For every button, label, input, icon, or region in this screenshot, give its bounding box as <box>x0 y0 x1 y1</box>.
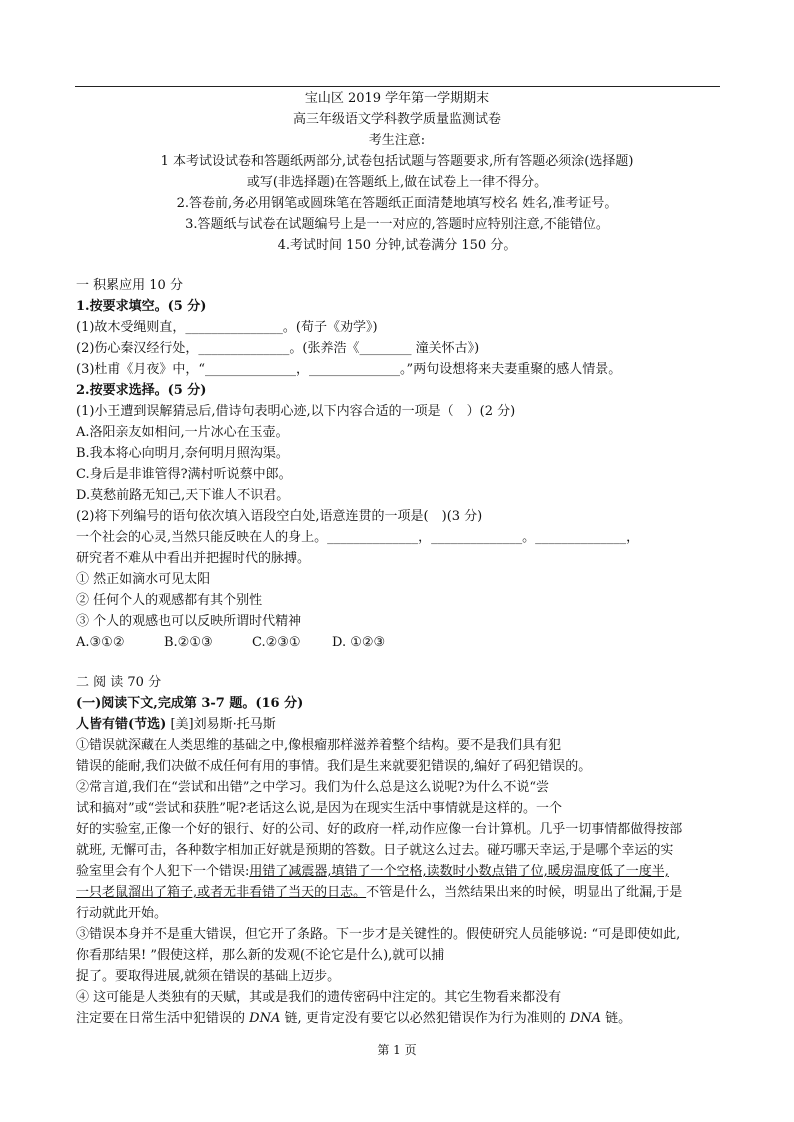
paragraph-4b-text-3: 链。 <box>601 1011 632 1026</box>
paragraph-3b: 你看那结果! ”假使这样，那么新的发观(不论它是什么),就可以捕 <box>76 948 445 963</box>
paragraph-4b <box>76 1011 631 1027</box>
notice-title: 考生注意: <box>368 133 426 148</box>
paragraph-1b: 错误的能耐,我们决做不成任何有用的事情。我们是生来就要犯错误的,编好了码犯错误的。 <box>76 759 592 774</box>
question-2-title: 2.按要求选择。(5 分) <box>76 383 207 398</box>
article-author: [美]刘易斯·托马斯 <box>166 717 276 732</box>
option-d: D.莫愁前路无知己,天下谁人不识君。 <box>76 488 290 503</box>
question-2-2-passage-a: 一个社会的心灵,当然只能反映在人的身上。______________，______________。______________， <box>76 530 640 545</box>
option-a: A.洛阳亲友如相问,一片冰心在玉壶。 <box>76 425 289 440</box>
option-b: B.我本将心向明月,奈何明月照沟渠。 <box>76 446 289 461</box>
question-1-1: (1)故木受绳则直，_______________。(荀子《劝学》) <box>76 320 378 335</box>
option-2-2-d: D. ①②③ <box>332 635 386 650</box>
article-title: 人皆有错(节选) <box>76 717 167 732</box>
paragraph-4b-text-2: 链, 更肯定没有要它以必然犯错误作为行为准则的 <box>280 1011 570 1026</box>
question-1-3: (3)杜甫《月夜》中，“______________，______________。”两句设想将来夫妻重聚的感人情景。 <box>76 362 622 377</box>
question-1-2: (2)伤心秦汉经行处，______________。(张养浩《________ 潼关怀古》) <box>76 341 480 356</box>
paragraph-2f-text: 不管是什么，当然结果出来的时候，明显出了纰漏,于是 <box>366 885 683 900</box>
paragraph-4a: ④ 这可能是人类独有的天赋，其或是我们的遗传密码中注定的。其它生物看来都没有 <box>76 990 562 1005</box>
paragraph-4b-dna-2: DNA <box>569 1011 602 1026</box>
paragraph-3c: 捉了。要取得进展,就须在错误的基础上迈步。 <box>76 969 341 984</box>
sentence-3: ③ 个人的观感也可以反映所谓时代精神 <box>76 614 302 629</box>
exam-title-line1: 宝山区 2019 学年第一学期期末 <box>304 91 490 106</box>
notice-item-1b: 或写(非选择题)在答题纸上,做在试卷上一律不得分。 <box>246 175 548 190</box>
option-2-2-c: C.②③① <box>252 635 301 650</box>
paragraph-4b-dna-1: DNA <box>249 1011 281 1026</box>
paragraph-2b: 试和搞对”或“尝试和获胜”呢?老话这么说,是因为在现实生活中事情就是这样的。一个 <box>76 801 563 816</box>
section2-heading: 二 阅 读 70 分 <box>76 675 162 690</box>
paragraph-1a: ①错误就深藏在人类思维的基础之中,像根瘤那样滋养着整个结构。要不是我们具有犯 <box>76 738 562 753</box>
notice-item-4: 4.考试时间 150 分钟,试卷满分 150 分。 <box>277 238 517 253</box>
paragraph-2c: 好的实验室,正像一个好的银行、好的公司、好的政府一样,动作应像一台计算机。几乎一切事情都做得按部 <box>76 822 683 837</box>
exam-title-line2: 高三年级语文学科教学质量监测试卷 <box>292 112 501 127</box>
reading-part1-title: (一)阅读下文,完成第 3-7 题。(16 分) <box>76 696 304 711</box>
paragraph-2g: 行动就此开始。 <box>76 906 168 921</box>
notice-item-3: 3.答题纸与试卷在试题编号上是一一对应的,答题时应特别注意,不能错位。 <box>185 217 609 232</box>
header-rule <box>75 86 720 87</box>
question-2-2-passage-b: 研究者不难从中看出并把握时代的脉搏。 <box>76 551 311 566</box>
sentence-1: ① 然正如滴水可见太阳 <box>76 572 211 587</box>
question-2-1: (1)小王遭到误解猜忌后,借诗句表明心迹,以下内容合适的一项是（ ）(2 分) <box>76 404 516 419</box>
question-2-2-options <box>76 635 385 651</box>
section1-heading: 一 积累应用 10 分 <box>76 278 183 293</box>
paragraph-2e-text: 验室里会有个人犯下一个错误: <box>76 864 250 879</box>
sentence-2: ② 任何个人的观感都有其个别性 <box>76 593 263 608</box>
question-1-title: 1.按要求填空。(5 分) <box>76 299 207 314</box>
paragraph-2a: ②常言道,我们在“尝试和出错”之中学习。我们为什么总是这么说呢?为什么不说“尝 <box>76 780 550 795</box>
paragraph-2e <box>76 864 669 880</box>
option-2-2-a: A.③①② <box>76 635 125 650</box>
paragraph-3a: ③错误本身并不是重大错误，但它开了条路。下一步才是关键性的。假使研究人员能够说: “可是即使如此, <box>76 927 681 942</box>
question-2-2: (2)将下列编号的语句依次填入语段空白处,语意连贯的一项是( )(3 分) <box>76 509 483 524</box>
paragraph-2e-underlined: 用错了减震器,填错了一个空格,读数时小数点错了位,暖房温度低了一度半, <box>249 864 669 879</box>
page-number: 第 1 页 <box>377 1043 417 1057</box>
option-c: C.身后是非谁管得?满村听说蔡中郎。 <box>76 467 292 482</box>
notice-item-1a: 1 本考试设试卷和答题纸两部分,试卷包括试题与答题要求,所有答题必须涂(选择题) <box>160 154 634 169</box>
paragraph-4b-text-1: 注定要在日常生活中犯错误的 <box>76 1011 250 1026</box>
article-heading <box>76 717 276 733</box>
option-2-2-b: B.②①③ <box>164 635 213 650</box>
notice-item-2: 2.答卷前,务必用钢笔或圆珠笔在答题纸正面清楚地填写校名 姓名,准考证号。 <box>176 196 618 211</box>
paragraph-2f <box>76 885 682 901</box>
paragraph-2f-underlined: 一只老鼠溜出了箱子,或者无非看错了当天的日志。 <box>76 885 367 900</box>
paragraph-2d: 就班, 无懈可击，各种数字相加正好就是预期的答数。日子就这么过去。碰巧哪天幸运,于是哪个幸运的实 <box>76 843 674 858</box>
